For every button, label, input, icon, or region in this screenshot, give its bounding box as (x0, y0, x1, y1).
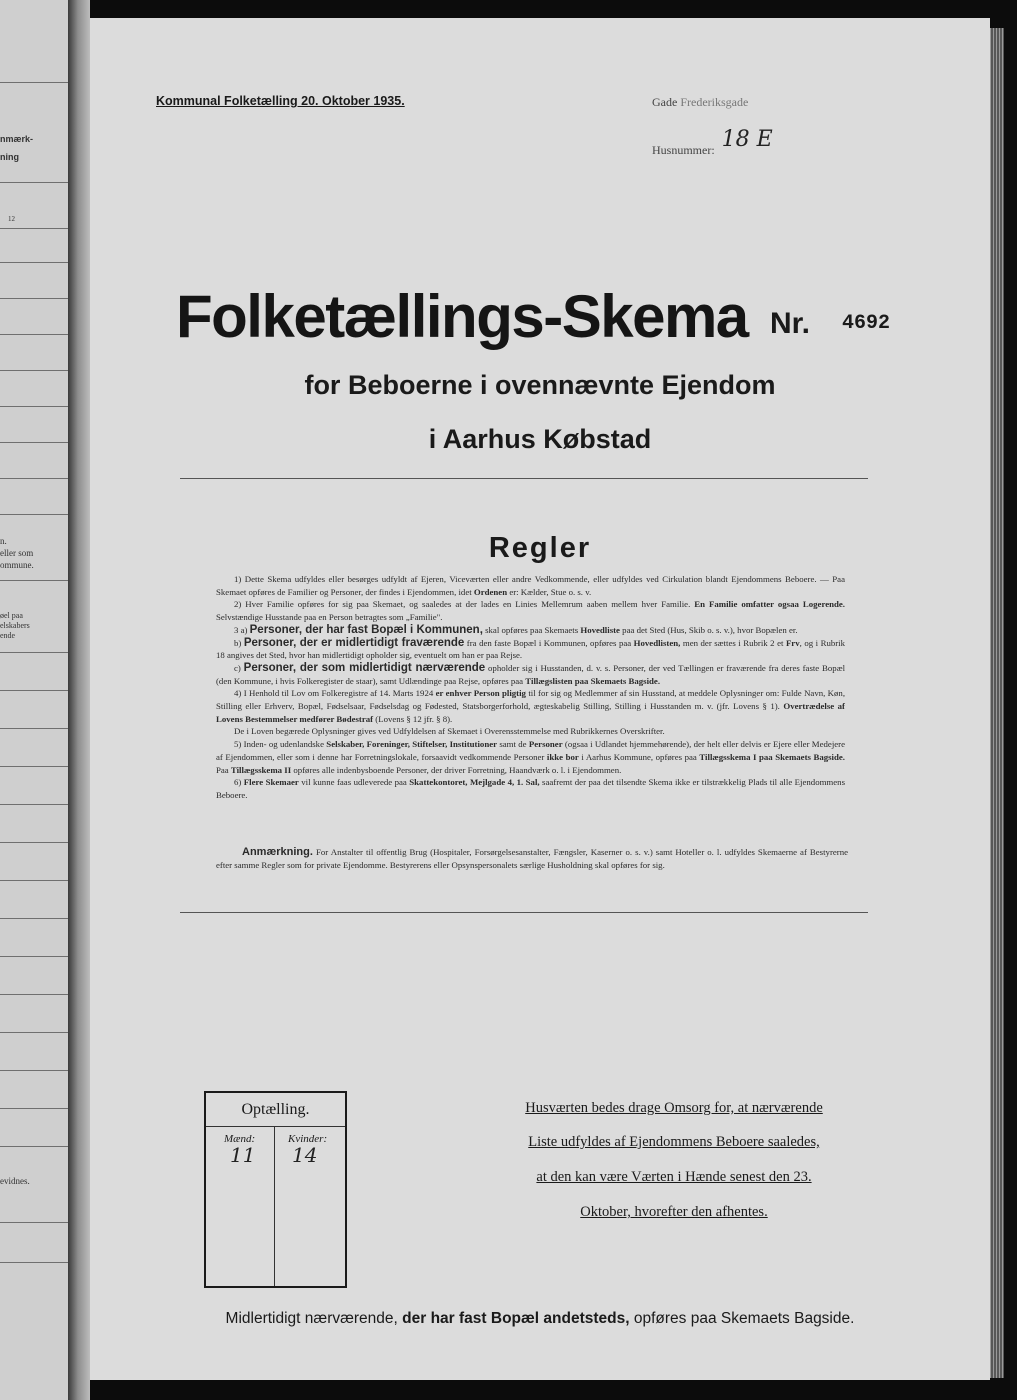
left-page-rule (0, 956, 68, 957)
left-page-rule (0, 880, 68, 881)
page-stack-edge (990, 28, 1004, 1378)
notice-line: Liste udfyldes af Ejendommens Beboere saaledes, (528, 1134, 820, 1150)
left-page-text: 12 (8, 215, 15, 223)
left-page-text: elskabers (0, 621, 30, 630)
left-page-rule (0, 766, 68, 767)
rule-1: 1) Dette Skema udfyldes eller besørges udfyldt af Ejeren, Viceværten eller andre Vedkommende, eller udfyldes ved Cirkulation blandt Ejendommens Beboere. — Paa Skemaet opføres de Familier og Personer, der findes i Ejendommen, idet Ordenen er: Kælder, Stue o. s. v. (216, 574, 845, 597)
left-page-text: ning (0, 152, 19, 162)
left-page-rule (0, 994, 68, 995)
divider (180, 478, 868, 479)
divider (180, 912, 868, 913)
remark-paragraph (216, 846, 848, 871)
left-page-text: øel paa (0, 611, 23, 620)
men-label: Mænd: (224, 1133, 256, 1145)
left-page-rule (0, 1262, 68, 1263)
rule-2: 2) Hver Familie opføres for sig paa Skemaet, og saaledes at der lades en Linies Mellemrum aaben mellem hver Familie. En Familie omfatter ogsaa Logerende. Selvstændige Husstande paa en Person betragtes som „Familie". (216, 599, 845, 623)
count-box (204, 1091, 347, 1288)
rules-heading: Regler (488, 532, 592, 564)
left-page-rule (0, 690, 68, 691)
notice-line: Husværten bedes drage Omsorg for, at nærværende (525, 1100, 823, 1116)
rules-text (216, 573, 845, 802)
left-page-rule (0, 478, 68, 479)
left-page-rule (0, 298, 68, 299)
notice-line: Oktober, hvorefter den afhentes. (580, 1204, 768, 1220)
rule-4-note: De i Loven begærede Oplysninger gives ved Udfyldelsen af Skemaet i Overensstemmelse med Rubrikkernes Overskrifter. (234, 726, 665, 737)
house-number-label: Husnummer: (652, 143, 715, 157)
rule-3c: c) Personer, der som midlertidigt nærværende opholder sig i Husstanden, d. v. s. Personer, der ved Tællingen er fraværende fra deres faste Bopæl (den Kommune, i hvis Folkeregister de staar), samt Udlændinge paa Rejse, opføres paa Tillægslisten paa Skemaets Bagside. (216, 661, 846, 686)
rule-4: 4) I Henhold til Lov om Folkeregistre af 14. Marts 1924 er enhver Person pligtig til for sig og Medlemmer af sin Husstand, at meddele Oplysninger om: Fulde Navn, Køn, Stilling eller Erhverv, Bopæl, Fødselsaar, Fødselsdag og Fødested, Statsborgerforhold, ægteskabelig Stilling, Stilling i Husstanden m. v. (jfr. Lovens § 1). Overtrædelse af Lovens Bestemmelser medfører Bødestraf (Lovens § 12 jfr. § 8). (216, 688, 846, 724)
footer-note: Midlertidigt nærværende, der har fast Bopæl andetsteds, opføres paa Skemaets Bagside. (225, 1310, 855, 1327)
left-page-text: ommune. (0, 560, 34, 570)
left-page-rule (0, 1070, 68, 1071)
rule-5: 5) Inden- og udenlandske Selskaber, Foreninger, Stiftelser, Institutioner samt de Personer (ogsaa i Udlandet hjemmehørende), der helt eller delvis er Ejere eller Medejere af Ejendommen, eller som i denne har Forretningslokale, forsaavidt vedkommende Personer ikke bor i Aarhus Kommune, opføres paa Tillægsskema I paa Skemaets Bagside. Paa Tillægsskema II opføres alle indenbysboende Personer, der driver Forretning, Haandværk o. l. i Ejendommen. (216, 739, 846, 775)
rule-6: 6) Flere Skemaer vil kunne faas udleverede paa Skattekontoret, Mejlgade 4, 1. Sal, saafremt der paa det tilsendte Skema ikke er tilstrækkelig Plads til alle Ejendommens Beboere. (216, 777, 846, 800)
left-page-rule (0, 918, 68, 919)
left-page-rule (0, 442, 68, 443)
census-form-page (90, 18, 990, 1380)
women-count: 14 (292, 1143, 318, 1167)
left-page-rule (0, 728, 68, 729)
left-page-rule (0, 652, 68, 653)
left-page-rule (0, 1222, 68, 1223)
book-gutter (68, 0, 90, 1400)
form-subtitle-city: i Aarhus Købstad (428, 424, 652, 454)
left-page-rule (0, 406, 68, 407)
notice-line: at den kan være Værten i Hænde senest den 23. (536, 1169, 812, 1185)
count-box-title: Optælling. (206, 1093, 345, 1127)
left-page-rule (0, 804, 68, 805)
count-box-divider (274, 1127, 275, 1286)
house-number-field (652, 127, 773, 160)
rule-3b: b) Personer, der er midlertidigt fraværende fra den faste Bopæl i Kommunen, opføres paa Hovedlisten, men der sættes i Rubrik 2 et Frv, og i Rubrik 18 angives det Sted, hvor han midlertidigt opholder sig, eventuelt om han er paa Rejse. (216, 636, 846, 661)
house-number-handwritten: 18 E (721, 127, 773, 152)
left-page-rule (0, 370, 68, 371)
left-page-text: nmærk- (0, 134, 34, 144)
remark-label: Anmærkning. (242, 846, 313, 858)
left-page-rule (0, 182, 68, 183)
left-page-rule (0, 82, 68, 83)
left-page-rule (0, 228, 68, 229)
left-page-rule (0, 842, 68, 843)
left-page-text: eller som (0, 548, 34, 558)
women-label: Kvinder: (288, 1133, 328, 1145)
left-page-rule (0, 1146, 68, 1147)
left-page-rule (0, 514, 68, 515)
rule-3a: 3 a) Personer, der har fast Bopæl i Kommunen, skal opføres paa Skemaets Hovedliste paa det Sted (Hus, Skib o. s. v.), hvor Bopælen er. (234, 623, 798, 636)
left-page-rule (0, 334, 68, 335)
left-page-text: n. (0, 536, 7, 546)
form-subtitle: for Beboerne i ovennævnte Ejendom (304, 370, 776, 400)
census-heading: Kommunal Folketælling 20. Oktober 1935. (156, 94, 405, 108)
left-page-text: ende (0, 631, 16, 640)
remark-text: For Anstalter til offentlig Brug (Hospitaler, Forsørgelsesanstalter, Fængsler, Kaserner o. s. v.) samt Hoteller o. l. udfyldes Skemaerne af Bestyrerne efter samme Regler som for private Ejendomme. Bestyrerens eller Opsynspersonalets særlige Husholdning skal opføres for sig. (216, 847, 849, 870)
left-page-rule (0, 580, 68, 581)
street-label: Gade (652, 95, 678, 109)
men-count: 11 (230, 1143, 256, 1167)
left-page-fragment (0, 0, 70, 1400)
street-field (652, 95, 748, 110)
form-title: Folketællings-Skema (176, 283, 748, 350)
left-page-text: evidnes. (0, 1176, 30, 1186)
form-number-value: 4692 (842, 312, 891, 335)
left-page-rule (0, 1108, 68, 1109)
street-stamp: Frederiksgade (680, 95, 749, 109)
left-page-rule (0, 262, 68, 263)
left-page-rule (0, 1032, 68, 1033)
form-number-label: Nr. (770, 307, 811, 340)
